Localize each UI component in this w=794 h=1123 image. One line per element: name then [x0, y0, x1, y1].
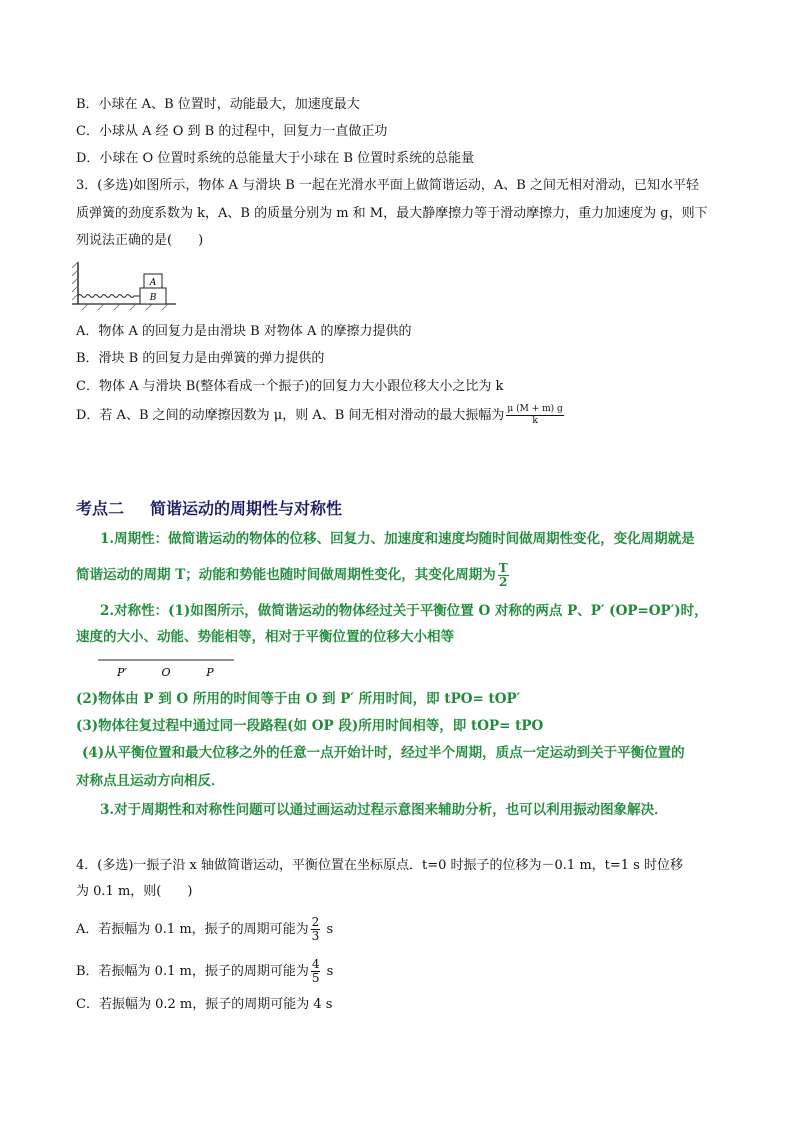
spring-block-figure	[72, 260, 182, 310]
q3-option-b: B．滑块 B 的回复力是由弹簧的弹力提供的	[76, 351, 325, 366]
block-a-label: A	[149, 278, 157, 288]
q4-option-b	[76, 958, 333, 985]
q3-stem-line3: 列说法正确的是( )	[76, 233, 204, 248]
symmetry-axis-figure	[98, 655, 238, 681]
note-periodicity-line1: 1.周期性：做简谐运动的物体的位移、回复力、加速度和速度均随时间做周期性变化，变化周期就是	[100, 531, 695, 547]
point-p-prime: P′	[117, 666, 127, 679]
fraction-denominator: 5	[311, 971, 320, 985]
section-heading	[76, 496, 342, 519]
fraction-numerator: T	[498, 561, 508, 575]
note-symmetry-line2: 速度的大小、动能、势能相等，相对于平衡位置的位移大小相等	[76, 629, 454, 645]
period-fraction-b	[311, 958, 321, 985]
q4-stem-line2: 为 0.1 m，则( )	[76, 884, 193, 899]
period-fraction-a	[311, 916, 321, 943]
q3-stem-line2: 质弹簧的劲度系数为 k，A、B 的质量分别为 m 和 M，最大静摩擦力等于滑动摩擦力，重力加速度为 g，则下	[76, 206, 708, 221]
max-amplitude-fraction	[506, 404, 563, 427]
q3-stem-line1: 3．(多选)如图所示，物体 A 与滑块 B 一起在光滑水平面上做简谐运动，A、B 之间无相对滑动，已知水平轻	[76, 178, 699, 193]
note-periodicity-line2	[76, 562, 511, 589]
half-period-fraction	[498, 562, 509, 589]
block-b-label: B	[149, 293, 157, 303]
section-title: 简谐运动的周期性与对称性	[150, 499, 343, 518]
q3-option-a: A．物体 A 的回复力是由滑块 B 对物体 A 的摩擦力提供的	[76, 324, 412, 339]
q4-option-c: C．若振幅为 0.2 m，振子的周期可能为 4 s	[76, 997, 333, 1012]
note-symmetry-path: (3)物体往复过程中通过同一段路程(如 OP 段)所用时间相等，即 tOP= tPO	[76, 718, 544, 734]
q2-option-d: D．小球在 O 位置时系统的总能量大于小球在 B 位置时系统的总能量	[76, 151, 475, 166]
note-half-period-line1: (4)从平衡位置和最大位移之外的任意一点开始计时，经过半个周期，质点一定运动到关于平衡位置的	[82, 745, 685, 761]
q3-option-d-text: D．若 A、B 之间的动摩擦因数为 μ，则 A、B 间无相对滑动的最大振幅为	[76, 408, 505, 423]
q4-option-a-text: A．若振幅为 0.1 m，振子的周期可能为	[76, 922, 309, 937]
section-label: 考点二	[76, 499, 125, 518]
q3-option-c: C．物体 A 与滑块 B(整体看成一个振子)的回复力大小跟位移大小之比为 k	[76, 379, 504, 394]
q4-stem-line1: 4．(多选)一振子沿 x 轴做简谐运动，平衡位置在坐标原点．t=0 时振子的位移为－0.1 m，t=1 s 时位移	[76, 858, 683, 873]
fraction-numerator: μ (M + m) g	[507, 404, 563, 414]
unit-seconds: s	[326, 964, 334, 979]
note-method: 3.对于周期性和对称性问题可以通过画运动过程示意图来辅助分析，也可以利用振动图象解决．	[100, 802, 668, 818]
q2-option-c: C．小球从 A 经 O 到 B 的过程中，回复力一直做正功	[76, 124, 388, 139]
note-half-period-line2: 对称点且运动方向相反．	[76, 773, 225, 789]
fraction-denominator: k	[532, 416, 538, 426]
q3-option-d	[76, 404, 566, 427]
note-symmetry-time: (2)物体由 P 到 O 所用的时间等于由 O 到 P′ 所用时间，即 tPO= tOP′	[76, 691, 521, 707]
q4-option-a	[76, 916, 333, 943]
unit-seconds: s	[326, 922, 334, 937]
q4-option-b-text: B．若振幅为 0.1 m，振子的周期可能为	[76, 964, 309, 979]
note-periodicity-text: 简谐运动的周期 T；动能和势能也随时间做周期性变化，其变化周期为	[76, 567, 496, 583]
fraction-numerator: 4	[311, 957, 320, 971]
q2-option-b: B．小球在 A、B 位置时，动能最大，加速度最大	[76, 97, 360, 112]
fraction-denominator: 3	[311, 929, 320, 943]
point-o: O	[161, 666, 171, 679]
point-p: P	[206, 666, 214, 679]
fraction-numerator: 2	[311, 915, 320, 929]
fraction-denominator: 2	[499, 575, 508, 589]
note-symmetry-line1: 2.对称性：(1)如图所示，做简谐运动的物体经过关于平衡位置 O 对称的两点 P、P′ (OP=OP′)时，	[100, 603, 708, 619]
